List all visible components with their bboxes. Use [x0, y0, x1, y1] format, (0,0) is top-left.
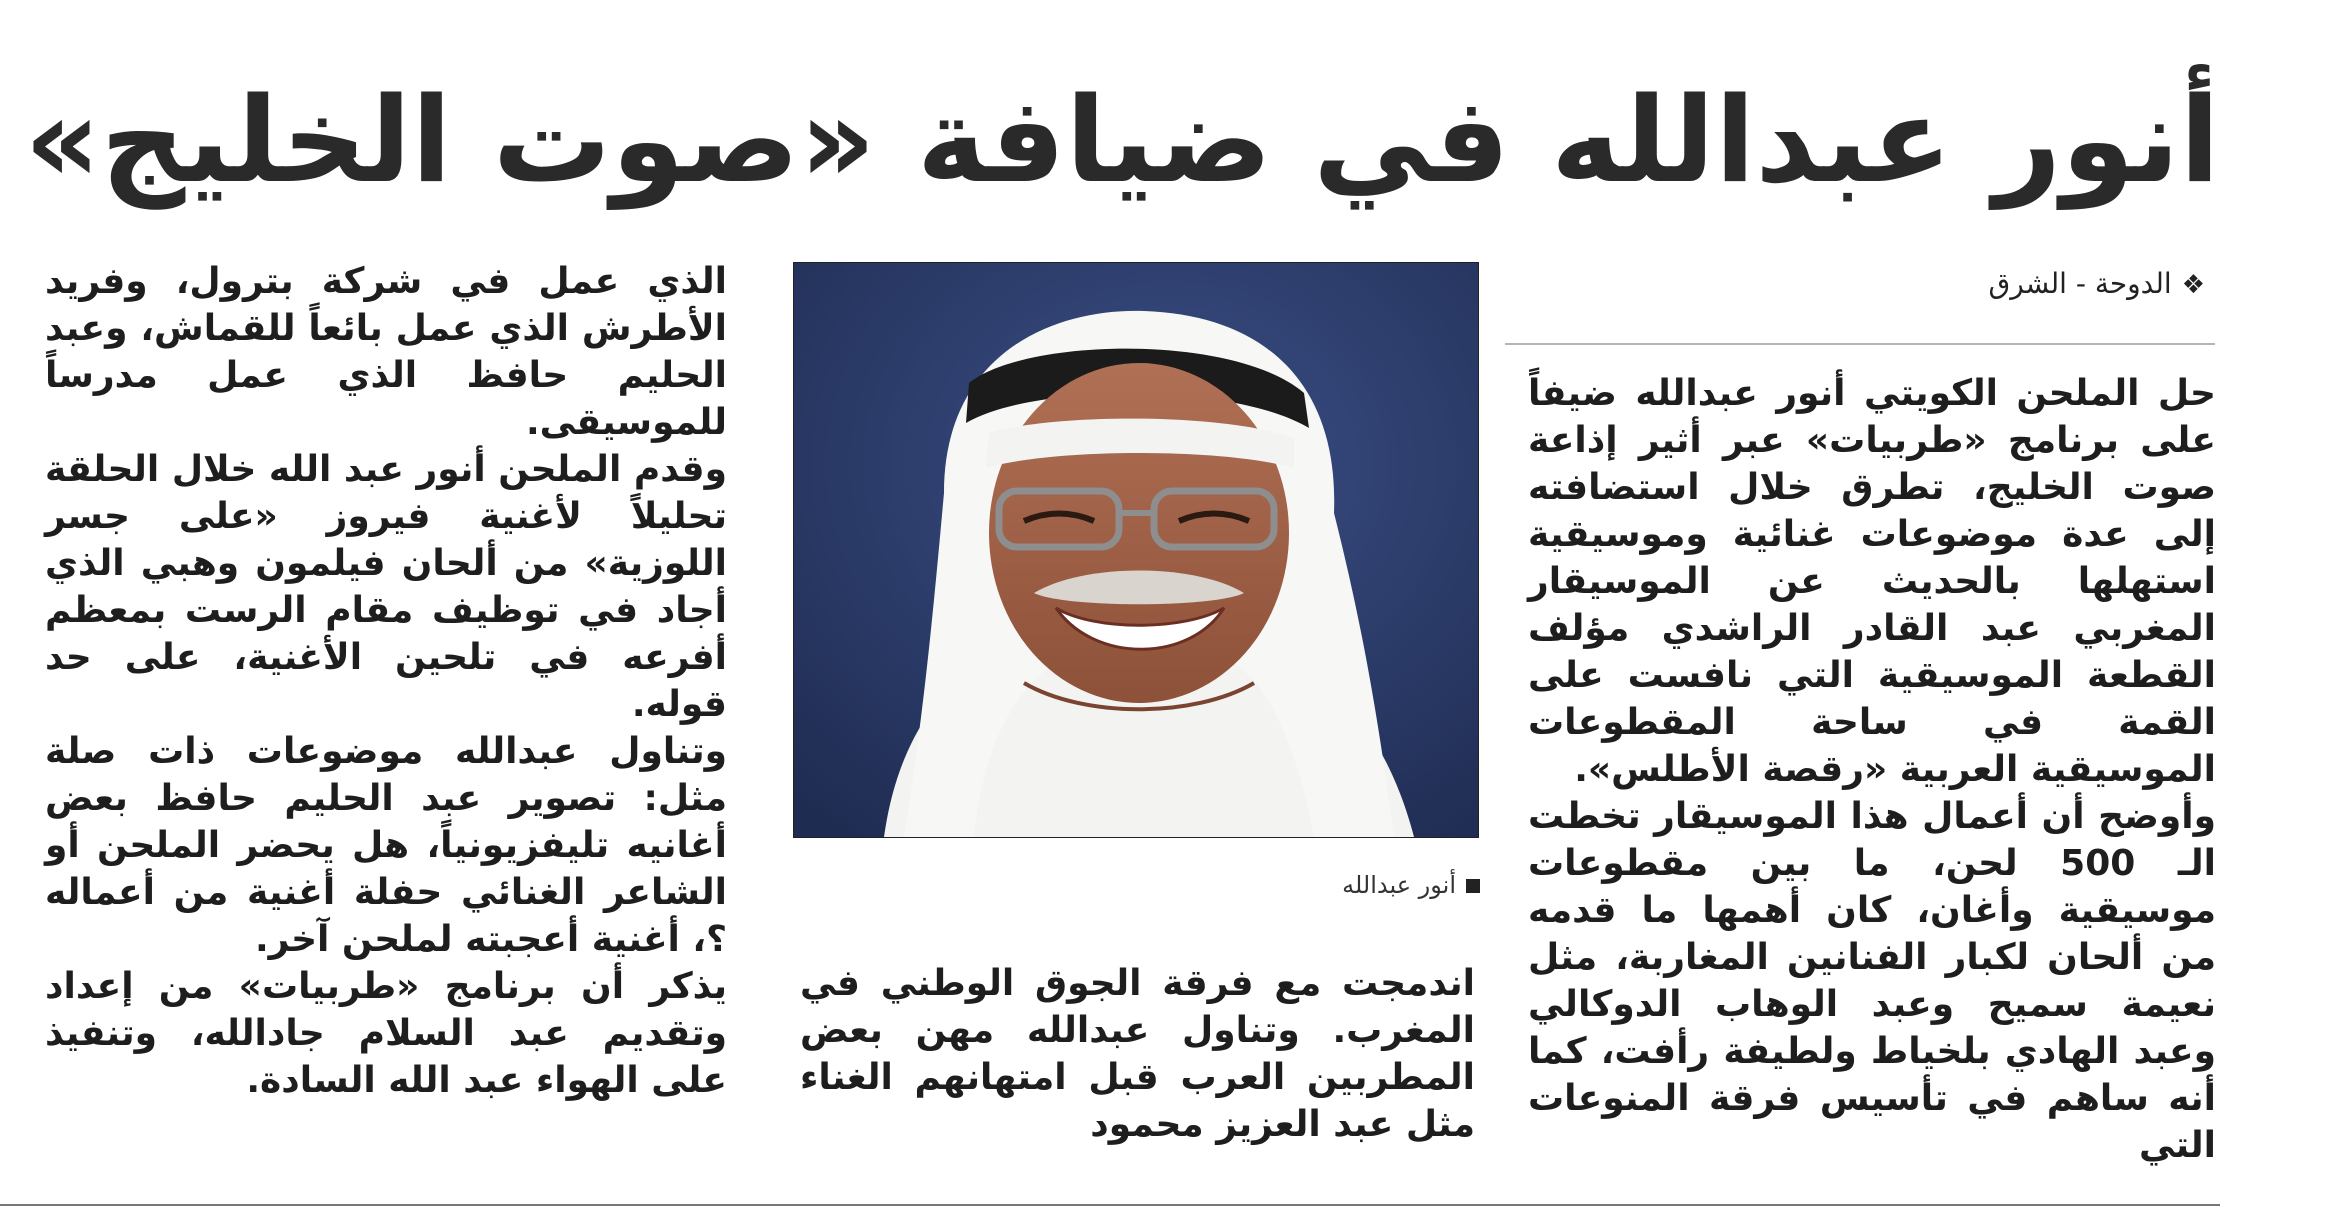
portrait-photo [793, 262, 1479, 838]
paragraph: وأوضح أن أعمال هذا الموسيقار تخطت الـ 500 لحن، ما بين مقطوعات موسيقية وأغان، كان أهمها ما قدمه من ألحان لكبار الفنانين المغاربة، مثل نعيمة سميح وعبد الوهاب الدوكالي وعبد الهادي بلخياط ولطيفة رأفت، كما أنه ساهم في تأسيس فرقة المنوعات التي [1528, 796, 2216, 1166]
paragraph: اندمجت مع فرقة الجوق الوطني في المغرب. وتناول عبدالله مهن بعض المطربين العرب قبل امتهانهم الغناء مثل عبد العزيز محمود [800, 963, 1475, 1145]
paragraph: يذكر أن برنامج «طربيات» من إعداد وتقديم عبد السلام جادالله، وتنفيذ على الهواء عبد الله السادة. [45, 966, 727, 1101]
dateline-bullet-icon: ❖ [2181, 270, 2205, 300]
paragraph: وقدم الملحن أنور عبد الله خلال الحلقة تحليلاً لأغنية فيروز «على جسر اللوزية» من ألحان فيلمون وهبي الذي أجاد في توظيف مقام الرست بمعظم أفرعه في تلحين الأغنية، على حد قوله. [45, 449, 727, 725]
photo-caption-text: أنور عبدالله [1342, 871, 1456, 899]
dateline-divider [1505, 343, 2215, 345]
photo-caption [1000, 865, 1480, 905]
article-column-right [1528, 370, 2216, 1169]
headline: أنور عبدالله في ضيافة «صوت الخليج» [24, 71, 2220, 209]
portrait-illustration [794, 263, 1478, 837]
article-column-left [45, 258, 727, 1104]
dateline [1505, 262, 2205, 306]
article-column-middle [800, 960, 1475, 1148]
paragraph: وتناول عبدالله موضوعات ذات صلة مثل: تصوير عبد الحليم حافظ بعض أغانيه تليفزيونياً، هل يحضر الملحن أو الشاعر الغنائي حفلة أغنية من أعماله ؟، أغنية أعجبته لملحن آخر. [45, 731, 727, 960]
dateline-text: الدوحة - الشرق [1988, 267, 2172, 300]
caption-square-icon [1466, 879, 1480, 893]
paragraph: الذي عمل في شركة بترول، وفريد الأطرش الذي عمل بائعاً للقماش، وعبد الحليم حافظ الذي عمل مدرساً للموسيقى. [45, 261, 727, 443]
paragraph: حل الملحن الكويتي أنور عبدالله ضيفاً على برنامج «طربيات» عبر أثير إذاعة صوت الخليج، تطرق خلال استضافته إلى عدة موضوعات غنائية وموسيقية استهلها بالحديث عن الموسيقار المغربي عبد القادر الراشدي مؤلف القطعة الموسيقية التي نافست على القمة في ساحة المقطوعات الموسيقية العربية «رقصة الأطلس». [1528, 373, 2216, 790]
page-bottom-divider [0, 1204, 2220, 1206]
